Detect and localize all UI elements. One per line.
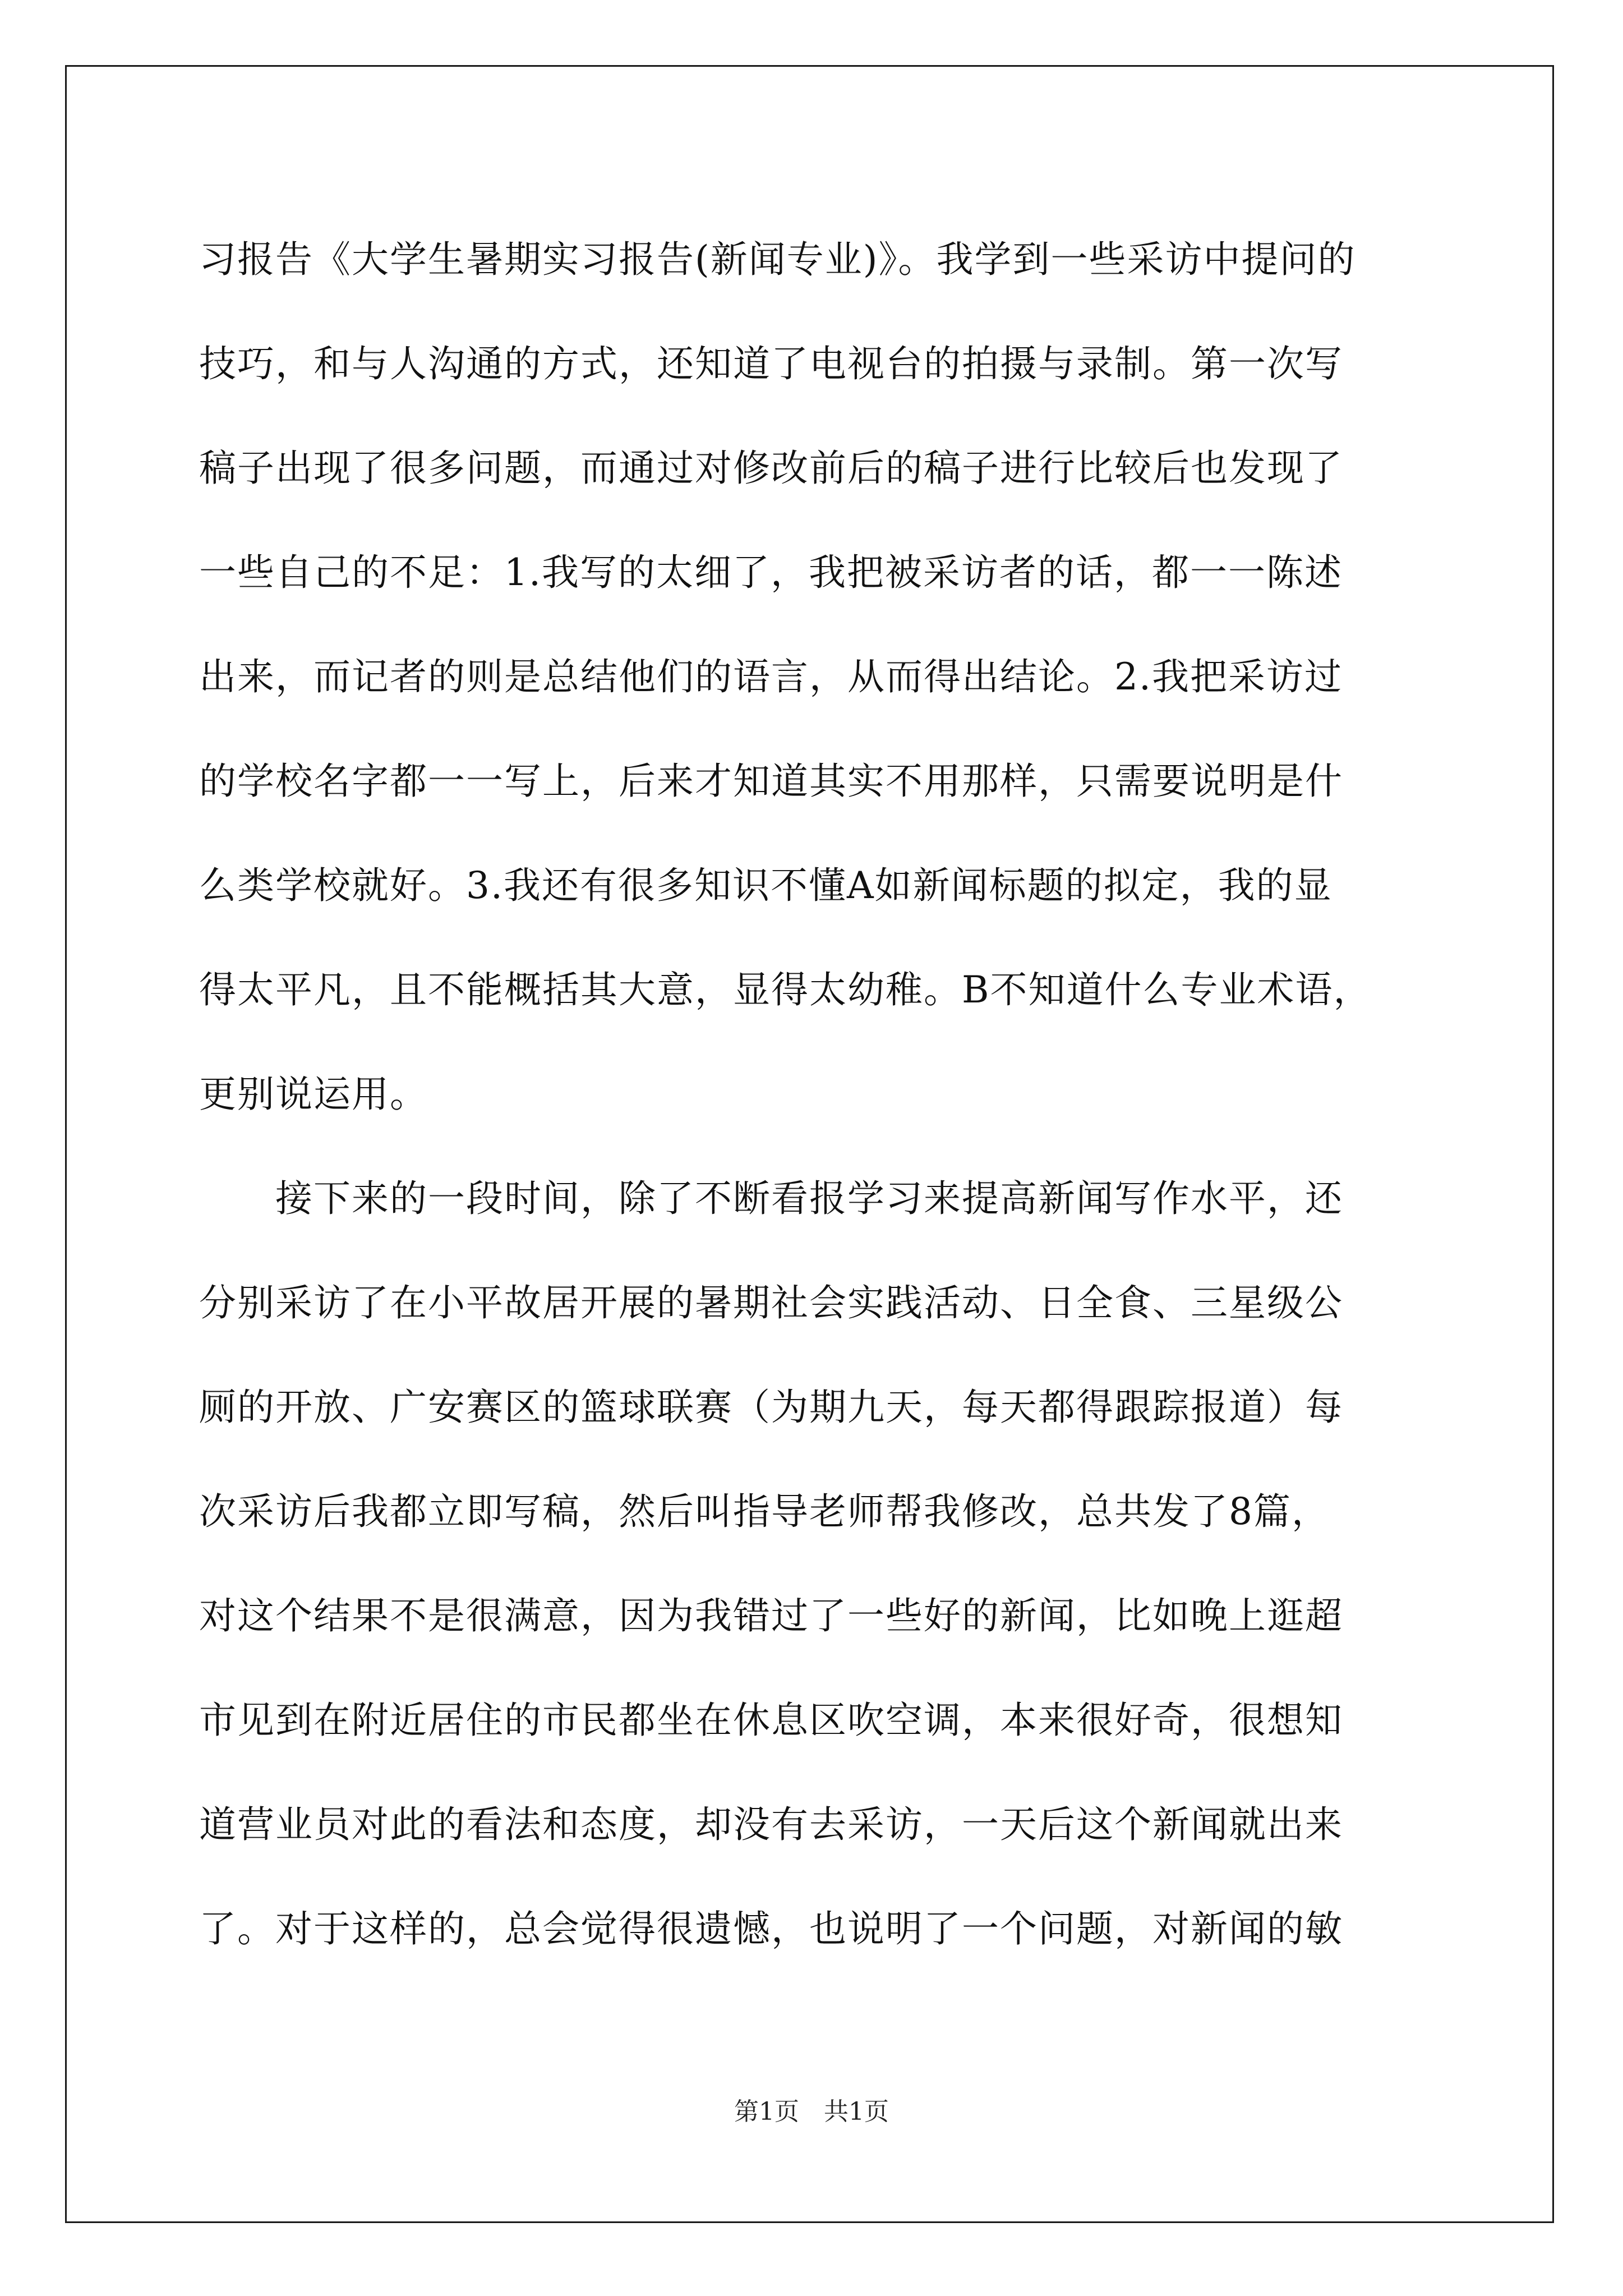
text-line: 更别说运用。 <box>199 1073 428 1116</box>
text-line: 出来，而记者的则是总结他们的语言，从而得出结论。2.我把采访过 <box>199 655 1343 698</box>
page-total: 共1页 <box>824 2097 889 2126</box>
text-line: 道营业员对此的看法和态度，却没有去采访，一天后这个新闻就出来 <box>199 1803 1343 1846</box>
text-line: 技巧，和与人沟通的方式，还知道了电视台的拍摄与录制。第一次写 <box>199 342 1343 385</box>
text-line: 的学校名字都一一写上，后来才知道其实不用那样，只需要说明是什 <box>199 760 1343 803</box>
page-footer <box>0 2095 1623 2129</box>
text-line: 市见到在附近居住的市民都坐在休息区吹空调，本来很好奇，很想知 <box>199 1699 1343 1742</box>
text-line: 对这个结果不是很满意，因为我错过了一些好的新闻，比如晚上逛超 <box>199 1594 1343 1637</box>
text-line: 得太平凡，且不能概括其大意，显得太幼稚。B不知道什么专业术语， <box>199 968 1372 1011</box>
text-line: 了。对于这样的，总会觉得很遗憾，也说明了一个问题，对新闻的敏 <box>199 1907 1343 1950</box>
text-line: 分别采访了在小平故居开展的暑期社会实践活动、日全食、三星级公 <box>199 1281 1343 1324</box>
text-line: 稿子出现了很多问题，而通过对修改前后的稿子进行比较后也发现了 <box>199 447 1343 490</box>
text-line: 么类学校就好。3.我还有很多知识不懂A如新闻标题的拟定，我的显 <box>199 864 1332 907</box>
text-line: 接下来的一段时间，除了不断看报学习来提高新闻写作水平，还 <box>199 1177 1343 1220</box>
page-number: 第1页 <box>734 2097 799 2126</box>
text-line: 次采访后我都立即写稿，然后叫指导老师帮我修改，总共发了8篇， <box>199 1490 1330 1533</box>
text-line: 一些自己的不足：1.我写的太细了，我把被采访者的话，都一一陈述 <box>199 551 1343 594</box>
document-body <box>199 208 1433 1981</box>
text-line: 习报告《大学生暑期实习报告(新闻专业)》。我学到一些采访中提问的 <box>199 238 1356 281</box>
text-line: 厕的开放、广安赛区的篮球联赛（为期九天，每天都得跟踪报道）每 <box>199 1386 1343 1429</box>
